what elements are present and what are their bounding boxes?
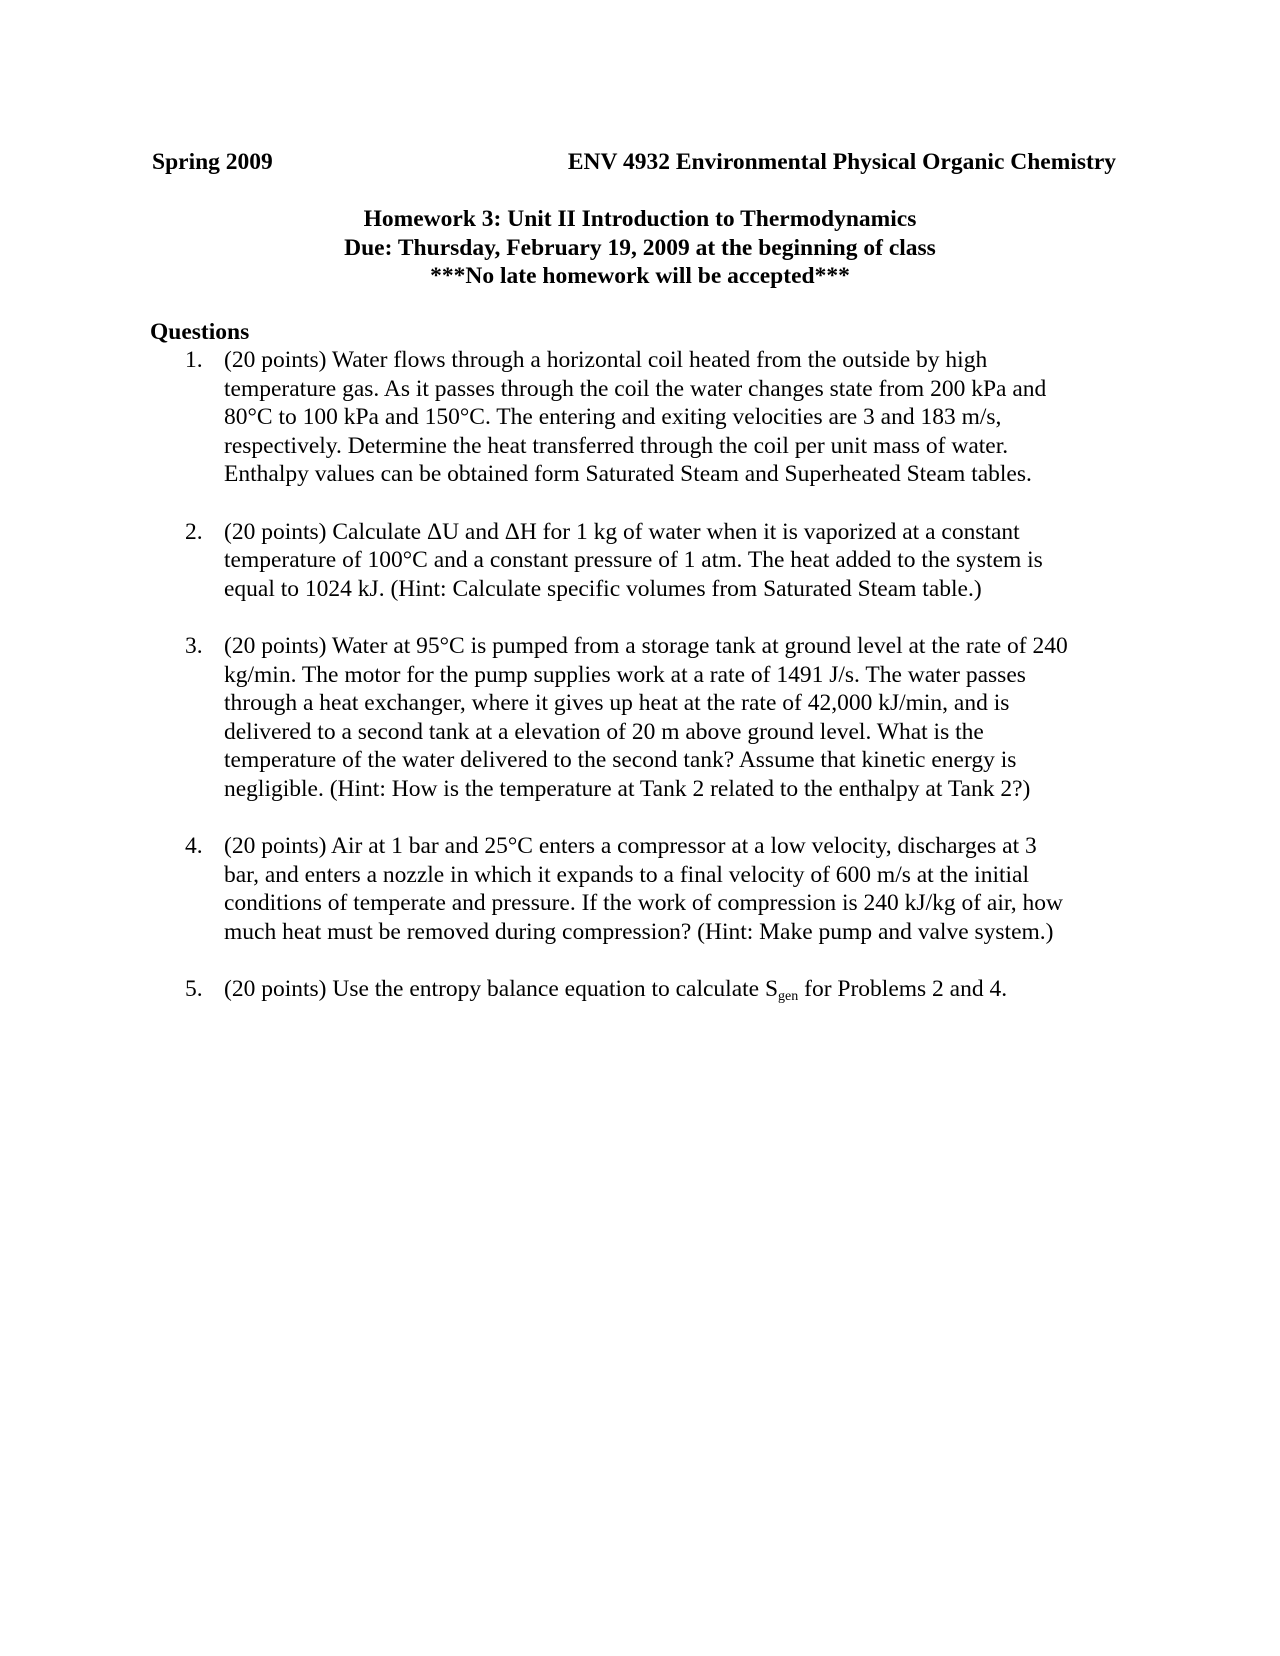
question-line: kg/min. The motor for the pump supplies work at a rate of 1491 J/s. The water passes <box>224 661 1026 688</box>
question-line: temperature gas. As it passes through the coil the water changes state from 200 kPa and <box>224 375 1047 402</box>
term-label: Spring 2009 <box>152 149 273 175</box>
question-line: temperature of 100°C and a constant pressure of 1 atm. The heat added to the system is <box>224 547 1043 574</box>
question-line: equal to 1024 kJ. (Hint: Calculate specific volumes from Saturated Steam table.) <box>224 575 982 602</box>
question-line: respectively. Determine the heat transferred through the coil per unit mass of water. <box>224 432 1009 459</box>
question-line: (20 points) Calculate ΔU and ΔH for 1 kg of water when it is vaporized at a constant <box>224 518 1020 545</box>
question-item <box>150 346 1130 489</box>
question-line: temperature of the water delivered to the second tank? Assume that kinetic energy is <box>224 747 1017 774</box>
question-item <box>150 975 1130 1004</box>
question-line: (20 points) Water flows through a horizontal coil heated from the outside by high <box>224 347 988 373</box>
course-title: ENV 4932 Environmental Physical Organic Chemistry <box>567 149 1116 175</box>
document-header <box>152 148 1116 177</box>
question-line: (20 points) Air at 1 bar and 25°C enters a compressor at a low velocity, discharges at 3 <box>224 833 1037 860</box>
question-number: 1. <box>185 347 203 373</box>
question-number: 2. <box>185 518 203 545</box>
question-number: 5. <box>185 976 203 1003</box>
assignment-title: Homework 3: Unit II Introduction to Thermodynamics <box>363 206 917 232</box>
questions-list <box>150 346 1130 1032</box>
question-line: conditions of temperate and pressure. If the work of compression is 240 kJ/kg of air, how <box>224 890 1063 917</box>
question-line: much heat must be removed during compression? (Hint: Make pump and valve system.) <box>224 918 1054 945</box>
question-line: Enthalpy values can be obtained form Saturated Steam and Superheated Steam tables. <box>224 461 1032 488</box>
question-line: 80°C to 100 kPa and 150°C. The entering and exiting velocities are 3 and 183 m/s, <box>224 404 1002 431</box>
question-item <box>150 518 1130 604</box>
question-line: (20 points) Water at 95°C is pumped from a storage tank at ground level at the rate of 240 <box>224 632 1068 659</box>
question-number: 3. <box>185 632 203 659</box>
assignment-title-block <box>0 205 1280 291</box>
subscript-gen: gen <box>778 989 799 1005</box>
question-number: 4. <box>185 833 203 860</box>
question-item <box>150 632 1130 804</box>
due-date: Due: Thursday, February 19, 2009 at the beginning of class <box>344 234 936 261</box>
late-policy: ***No late homework will be accepted*** <box>430 263 850 290</box>
question-line: delivered to a second tank at a elevation of 20 m above ground level. What is the <box>224 718 984 745</box>
question-line: negligible. (Hint: How is the temperature at Tank 2 related to the enthalpy at Tank 2?) <box>224 775 1031 802</box>
question-line <box>224 975 1130 1004</box>
question-line: bar, and enters a nozzle in which it expands to a final velocity of 600 m/s at the initial <box>224 861 1030 888</box>
questions-heading: Questions <box>150 319 250 345</box>
question-line: through a heat exchanger, where it gives up heat at the rate of 42,000 kJ/min, and is <box>224 690 1010 717</box>
question-text-after: for Problems 2 and 4. <box>798 976 1008 1003</box>
question-text-before: (20 points) Use the entropy balance equation to calculate S <box>224 976 779 1003</box>
question-item <box>150 832 1130 946</box>
